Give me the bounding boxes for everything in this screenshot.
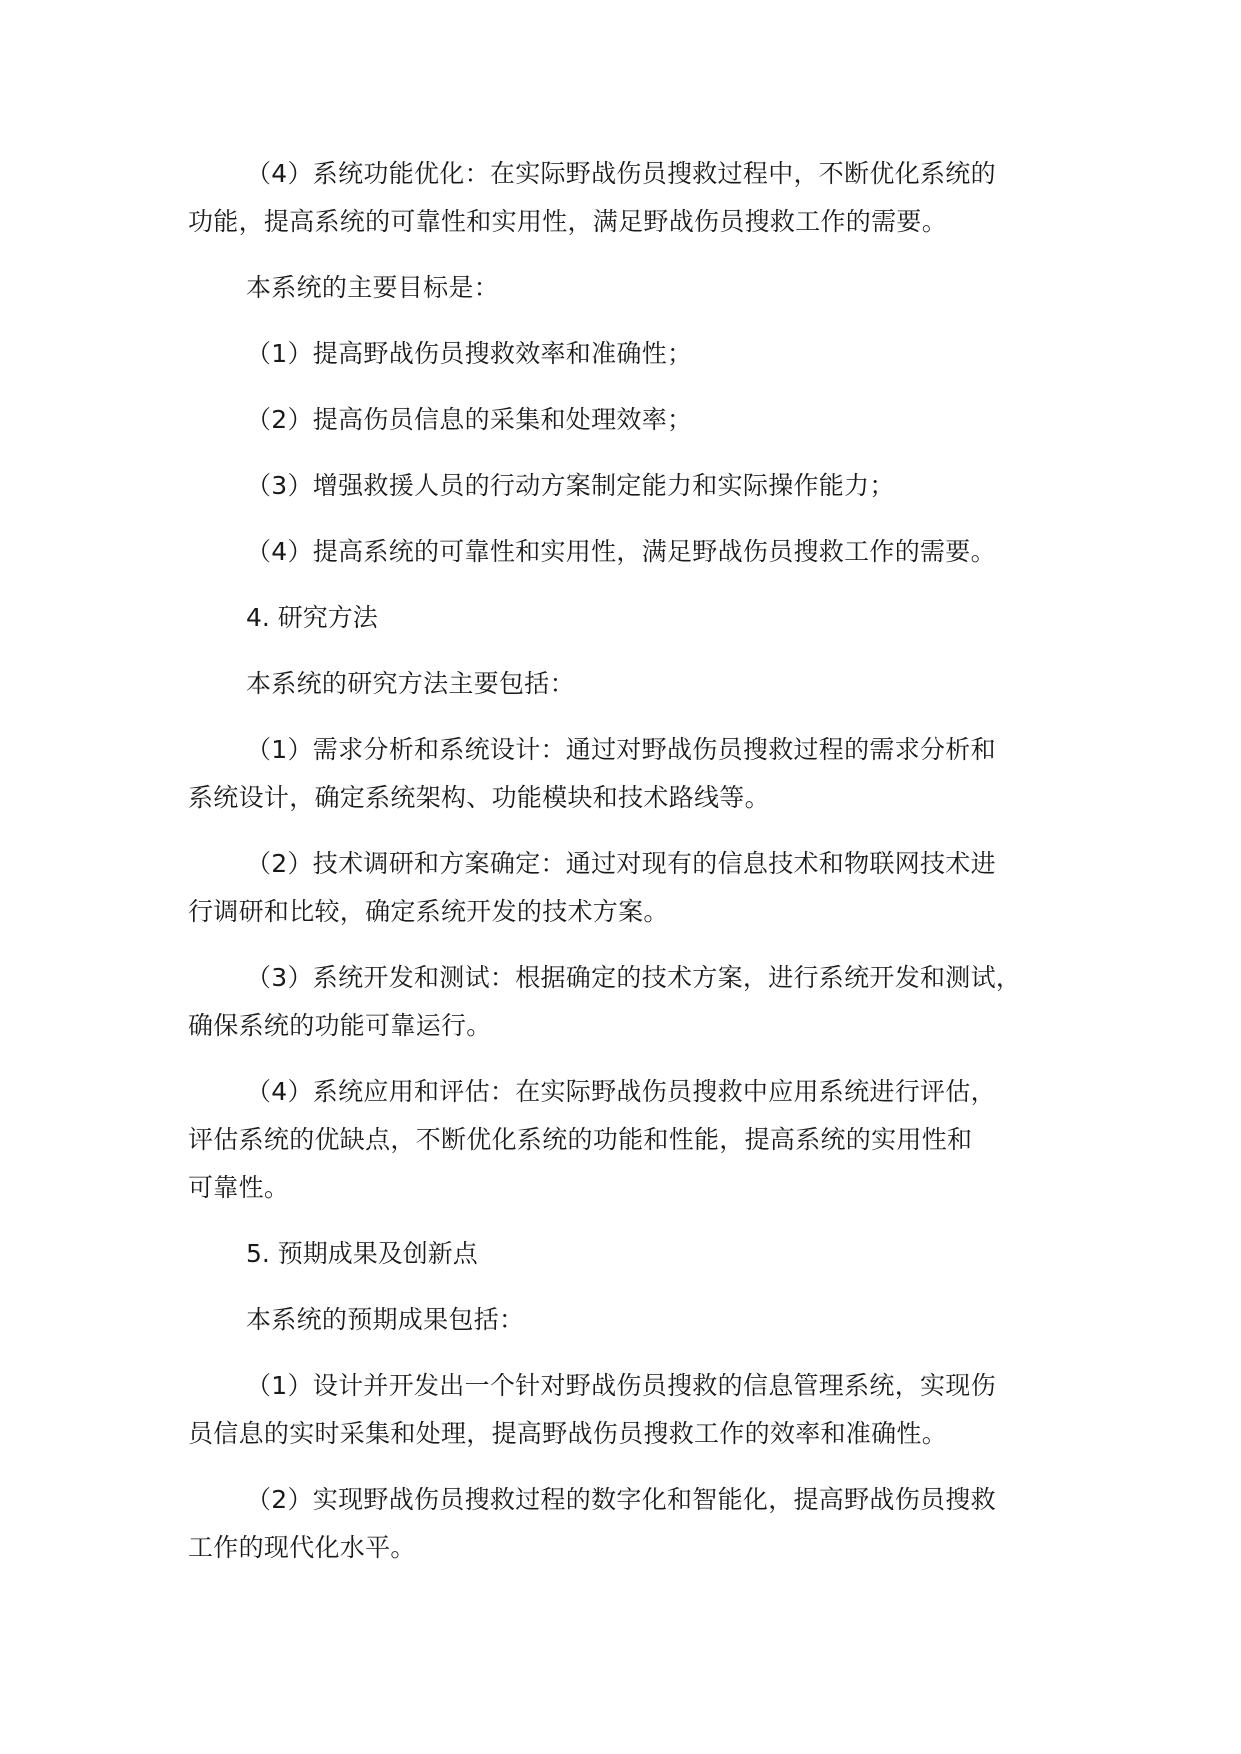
paragraph-line: 系统设计，确定系统架构、功能模块和技术路线等。 (188, 783, 770, 812)
paragraph-line: （3）系统开发和测试：根据确定的技术方案，进行系统开发和测试， (246, 963, 1022, 992)
paragraph-line: （2）实现野战伤员搜救过程的数字化和智能化，提高野战伤员搜救 (246, 1485, 996, 1514)
list-item-method-2 (188, 840, 1088, 936)
paragraph-line: 确保系统的功能可靠运行。 (188, 1011, 492, 1040)
paragraph-line: 本系统的研究方法主要包括： (246, 669, 575, 698)
paragraph-line: 功能，提高系统的可靠性和实用性，满足野战伤员搜救工作的需要。 (188, 207, 948, 236)
paragraph-line: （3）增强救援人员的行动方案制定能力和实际操作能力； (246, 471, 895, 500)
paragraph-line: （4）系统功能优化：在实际野战伤员搜救过程中，不断优化系统的 (246, 159, 996, 188)
list-item-method-1 (188, 726, 1088, 822)
list-item-result-1 (188, 1362, 1088, 1458)
list-item-goal-2 (188, 396, 1088, 444)
list-item-method-3 (188, 954, 1088, 1050)
paragraph-line: （1）提高野战伤员搜救效率和准确性； (246, 339, 693, 368)
section-heading-research-methods (188, 594, 1088, 642)
paragraph-line: 员信息的实时采集和处理，提高野战伤员搜救工作的效率和准确性。 (188, 1419, 948, 1448)
paragraph-line: 评估系统的优缺点，不断优化系统的功能和性能，提高系统的实用性和 (188, 1125, 973, 1154)
paragraph-line: （1）设计并开发出一个针对野战伤员搜救的信息管理系统，实现伤 (246, 1371, 996, 1400)
paragraph-line: （4）提高系统的可靠性和实用性，满足野战伤员搜救工作的需要。 (246, 537, 996, 566)
list-item-method-4 (188, 1068, 1088, 1212)
list-item-goal-4 (188, 528, 1088, 576)
paragraph-line: 本系统的预期成果包括： (246, 1305, 525, 1334)
paragraph-results-intro (188, 1296, 1088, 1344)
paragraph-line: （2）技术调研和方案确定：通过对现有的信息技术和物联网技术进 (246, 849, 996, 878)
list-item-result-2 (188, 1476, 1088, 1572)
list-item-goal-1 (188, 330, 1088, 378)
heading-text: 4. 研究方法 (246, 603, 378, 632)
heading-text: 5. 预期成果及创新点 (246, 1239, 478, 1268)
paragraph-line: （2）提高伤员信息的采集和处理效率； (246, 405, 693, 434)
paragraph-line: 行调研和比较，确定系统开发的技术方案。 (188, 897, 669, 926)
paragraph-system-optimization (188, 150, 1088, 246)
document-body (188, 150, 1088, 1590)
list-item-goal-3 (188, 462, 1088, 510)
paragraph-line: （4）系统应用和评估：在实际野战伤员搜救中应用系统进行评估， (246, 1077, 996, 1106)
paragraph-line: 工作的现代化水平。 (188, 1533, 416, 1562)
paragraph-line: （1）需求分析和系统设计：通过对野战伤员搜救过程的需求分析和 (246, 735, 996, 764)
section-heading-expected-results (188, 1230, 1088, 1278)
paragraph-line: 可靠性。 (188, 1173, 290, 1202)
paragraph-main-goals-intro (188, 264, 1088, 312)
paragraph-methods-intro (188, 660, 1088, 708)
paragraph-line: 本系统的主要目标是： (246, 273, 500, 302)
